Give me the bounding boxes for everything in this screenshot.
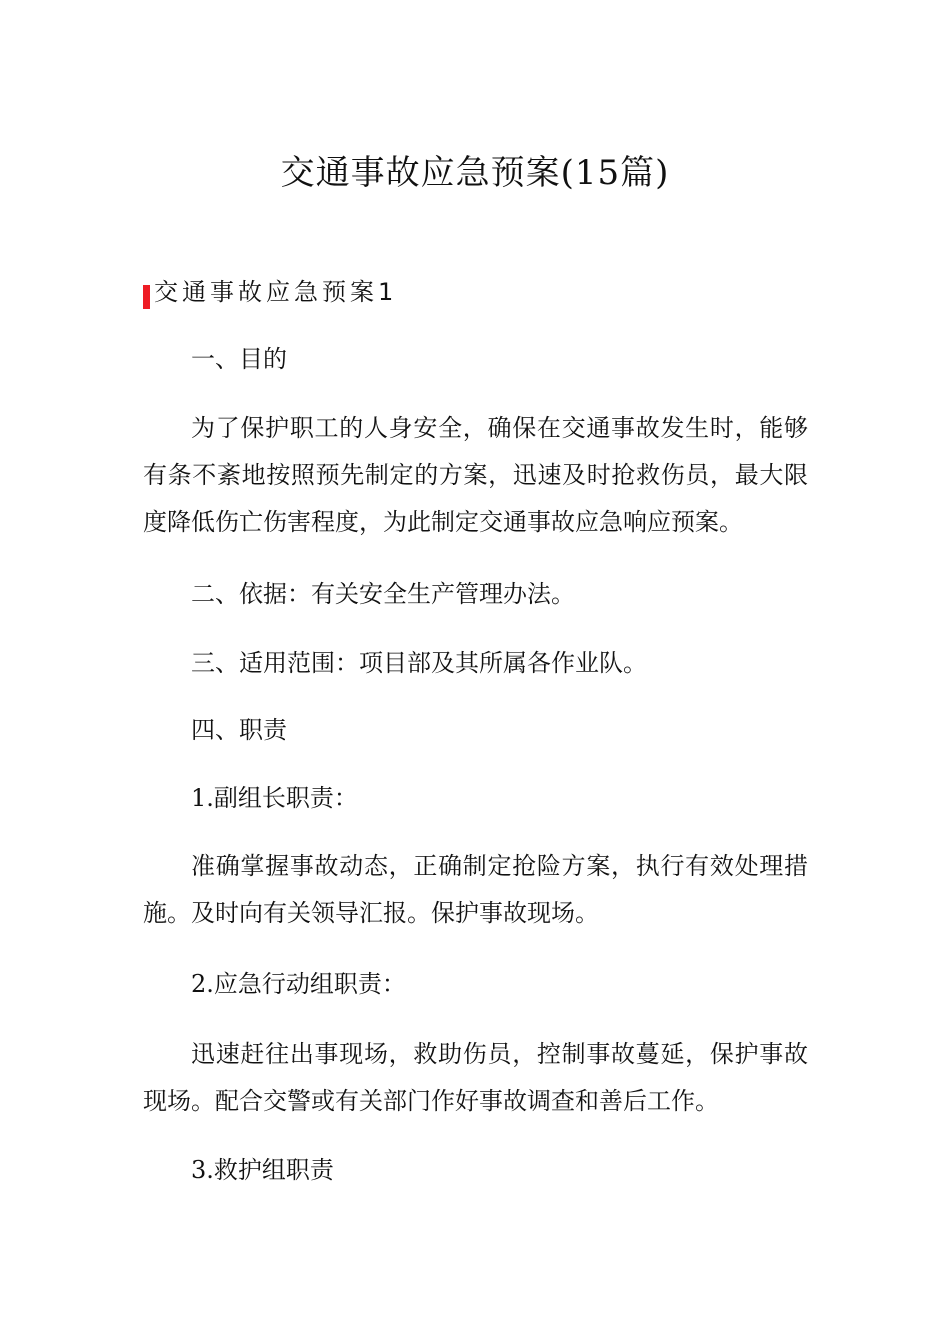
section-marker (143, 285, 150, 309)
paragraph-scope: 三、适用范围：项目部及其所属各作业队。 (191, 649, 647, 677)
paragraph-deputy-leader-body: 准确掌握事故动态，正确制定抢险方案，执行有效处理措施。及时向有关领导汇报。保护事故现场。 (143, 852, 808, 927)
paragraph-deputy-leader-heading: 1.副组长职责： (191, 784, 358, 812)
paragraph-action-group-body: 迅速赶往出事现场，救助伤员，控制事故蔓延，保护事故现场。配合交警或有关部门作好事故调查和善后工作。 (143, 1040, 808, 1115)
section-heading (143, 272, 397, 312)
paragraph-duties-heading: 四、职责 (191, 716, 287, 744)
section-heading-text: 交通事故应急预案1 (154, 278, 398, 306)
paragraph-basis: 二、依据：有关安全生产管理办法。 (191, 580, 575, 608)
paragraph-purpose-body: 为了保护职工的人身安全，确保在交通事故发生时，能够有条不紊地按照预先制定的方案，迅速及时抢救伤员，最大限度降低伤亡伤害程度，为此制定交通事故应急响应预案。 (143, 414, 808, 536)
paragraph-action-group-heading: 2.应急行动组职责： (191, 970, 406, 998)
paragraph-purpose-heading: 一、目的 (191, 345, 287, 373)
document-title: 交通事故应急预案(15篇) (280, 153, 670, 193)
paragraph-rescue-group-heading: 3.救护组职责 (191, 1156, 334, 1184)
